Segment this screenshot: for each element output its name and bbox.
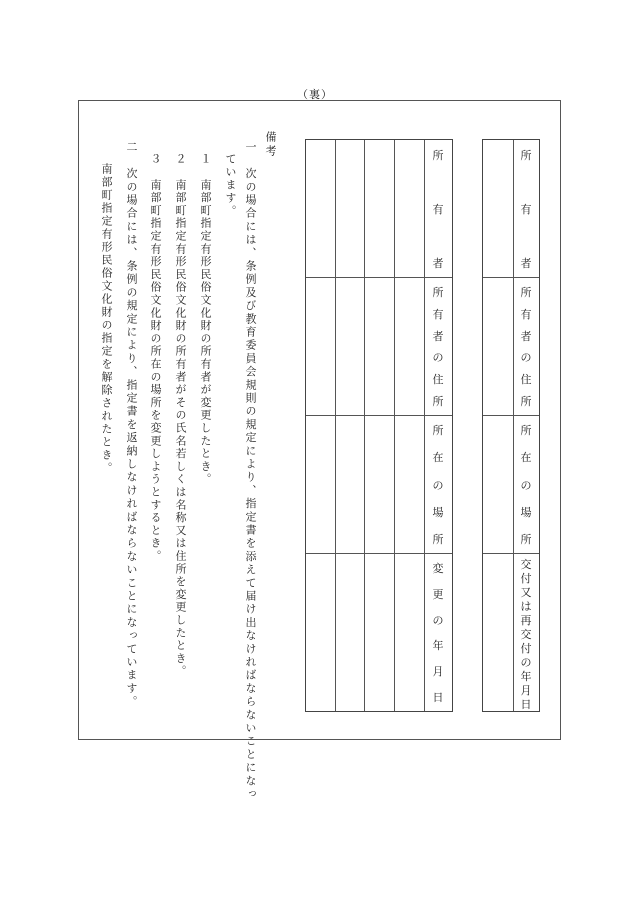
note-sub-3: ３ 南部町指定有形民俗文化財の所在の場所を変更しようとするとき。	[149, 153, 162, 563]
header-char: 付	[520, 642, 532, 655]
header-char: 場	[520, 505, 532, 519]
header-char: 年	[432, 639, 444, 653]
header-char: 又	[520, 586, 532, 599]
header-char: の	[520, 351, 532, 365]
header-char: は	[520, 600, 532, 613]
header-char: 所	[520, 286, 532, 299]
header-char: 者	[520, 329, 532, 343]
header-char: 日	[432, 690, 444, 704]
header-char: 交	[520, 558, 532, 571]
header-char: 交	[520, 628, 532, 641]
notes-heading: 備考	[264, 131, 277, 159]
header-char: 変	[432, 562, 444, 575]
document-frame	[78, 100, 561, 801]
header-char: 更	[432, 587, 444, 601]
col-divider	[394, 140, 395, 711]
header-char: 在	[520, 451, 532, 465]
header-owner-address	[429, 277, 447, 415]
issuance-table	[482, 139, 540, 712]
note-item-1-continued: ています。	[224, 153, 237, 218]
header-char: 所	[432, 394, 444, 408]
change-table	[305, 139, 453, 712]
header-char: 所	[432, 286, 444, 299]
header-char: 有	[520, 307, 532, 321]
note-sub-2: ２ 南部町指定有形民俗文化財の所有者がその氏名若しくは名称又は住所を変更したとき。	[174, 153, 187, 678]
note-item-2-sub: 南部町指定有形民俗文化財の指定を解除されたとき。	[100, 163, 113, 475]
header-owner	[429, 140, 447, 277]
header-char: 所	[520, 149, 532, 162]
col-divider	[424, 140, 425, 711]
header-char: 年	[520, 670, 532, 683]
header-char: の	[432, 613, 444, 627]
header-char: の	[520, 478, 532, 492]
header-char: 住	[432, 373, 444, 387]
header-location	[517, 415, 535, 553]
note-item-1: 一 次の場合には、条例及び教育委員会規則の規定により、指定書を添えて届け出なければならないことになっ	[244, 141, 257, 801]
header-char: 所	[432, 533, 444, 546]
header-char: 所	[520, 394, 532, 408]
header-char: 月	[520, 684, 532, 697]
header-char: の	[432, 351, 444, 365]
header-char: 有	[432, 307, 444, 321]
header-owner-address	[517, 277, 535, 415]
header-char: 有	[520, 203, 532, 216]
note-sub-1: １ 南部町指定有形民俗文化財の所有者が変更したとき。	[199, 153, 212, 486]
header-char: 住	[520, 373, 532, 387]
header-char: 所	[520, 424, 532, 437]
header-char: 月	[432, 665, 444, 679]
header-char: 日	[520, 698, 532, 711]
header-char: 有	[432, 203, 444, 216]
header-char: 所	[520, 533, 532, 546]
header-change-date	[429, 553, 447, 711]
header-char: 者	[520, 257, 532, 270]
header-location	[429, 415, 447, 553]
col-divider	[335, 140, 336, 711]
header-char: 場	[432, 505, 444, 519]
header-char: 所	[432, 149, 444, 162]
header-char: の	[432, 478, 444, 492]
header-issue-date	[517, 553, 535, 711]
header-char: 在	[432, 451, 444, 465]
page-side-label: （裏）	[297, 88, 333, 101]
header-char: 者	[432, 329, 444, 343]
header-owner	[517, 140, 535, 277]
header-char: の	[520, 656, 532, 669]
col-divider	[364, 140, 365, 711]
header-char: 付	[520, 572, 532, 585]
header-char: 所	[432, 424, 444, 437]
header-char: 再	[520, 614, 532, 627]
header-char: 者	[432, 257, 444, 270]
note-item-2: 二 次の場合には、条例の規定により、指定書を返納しなければならないことになっています。	[125, 141, 138, 709]
